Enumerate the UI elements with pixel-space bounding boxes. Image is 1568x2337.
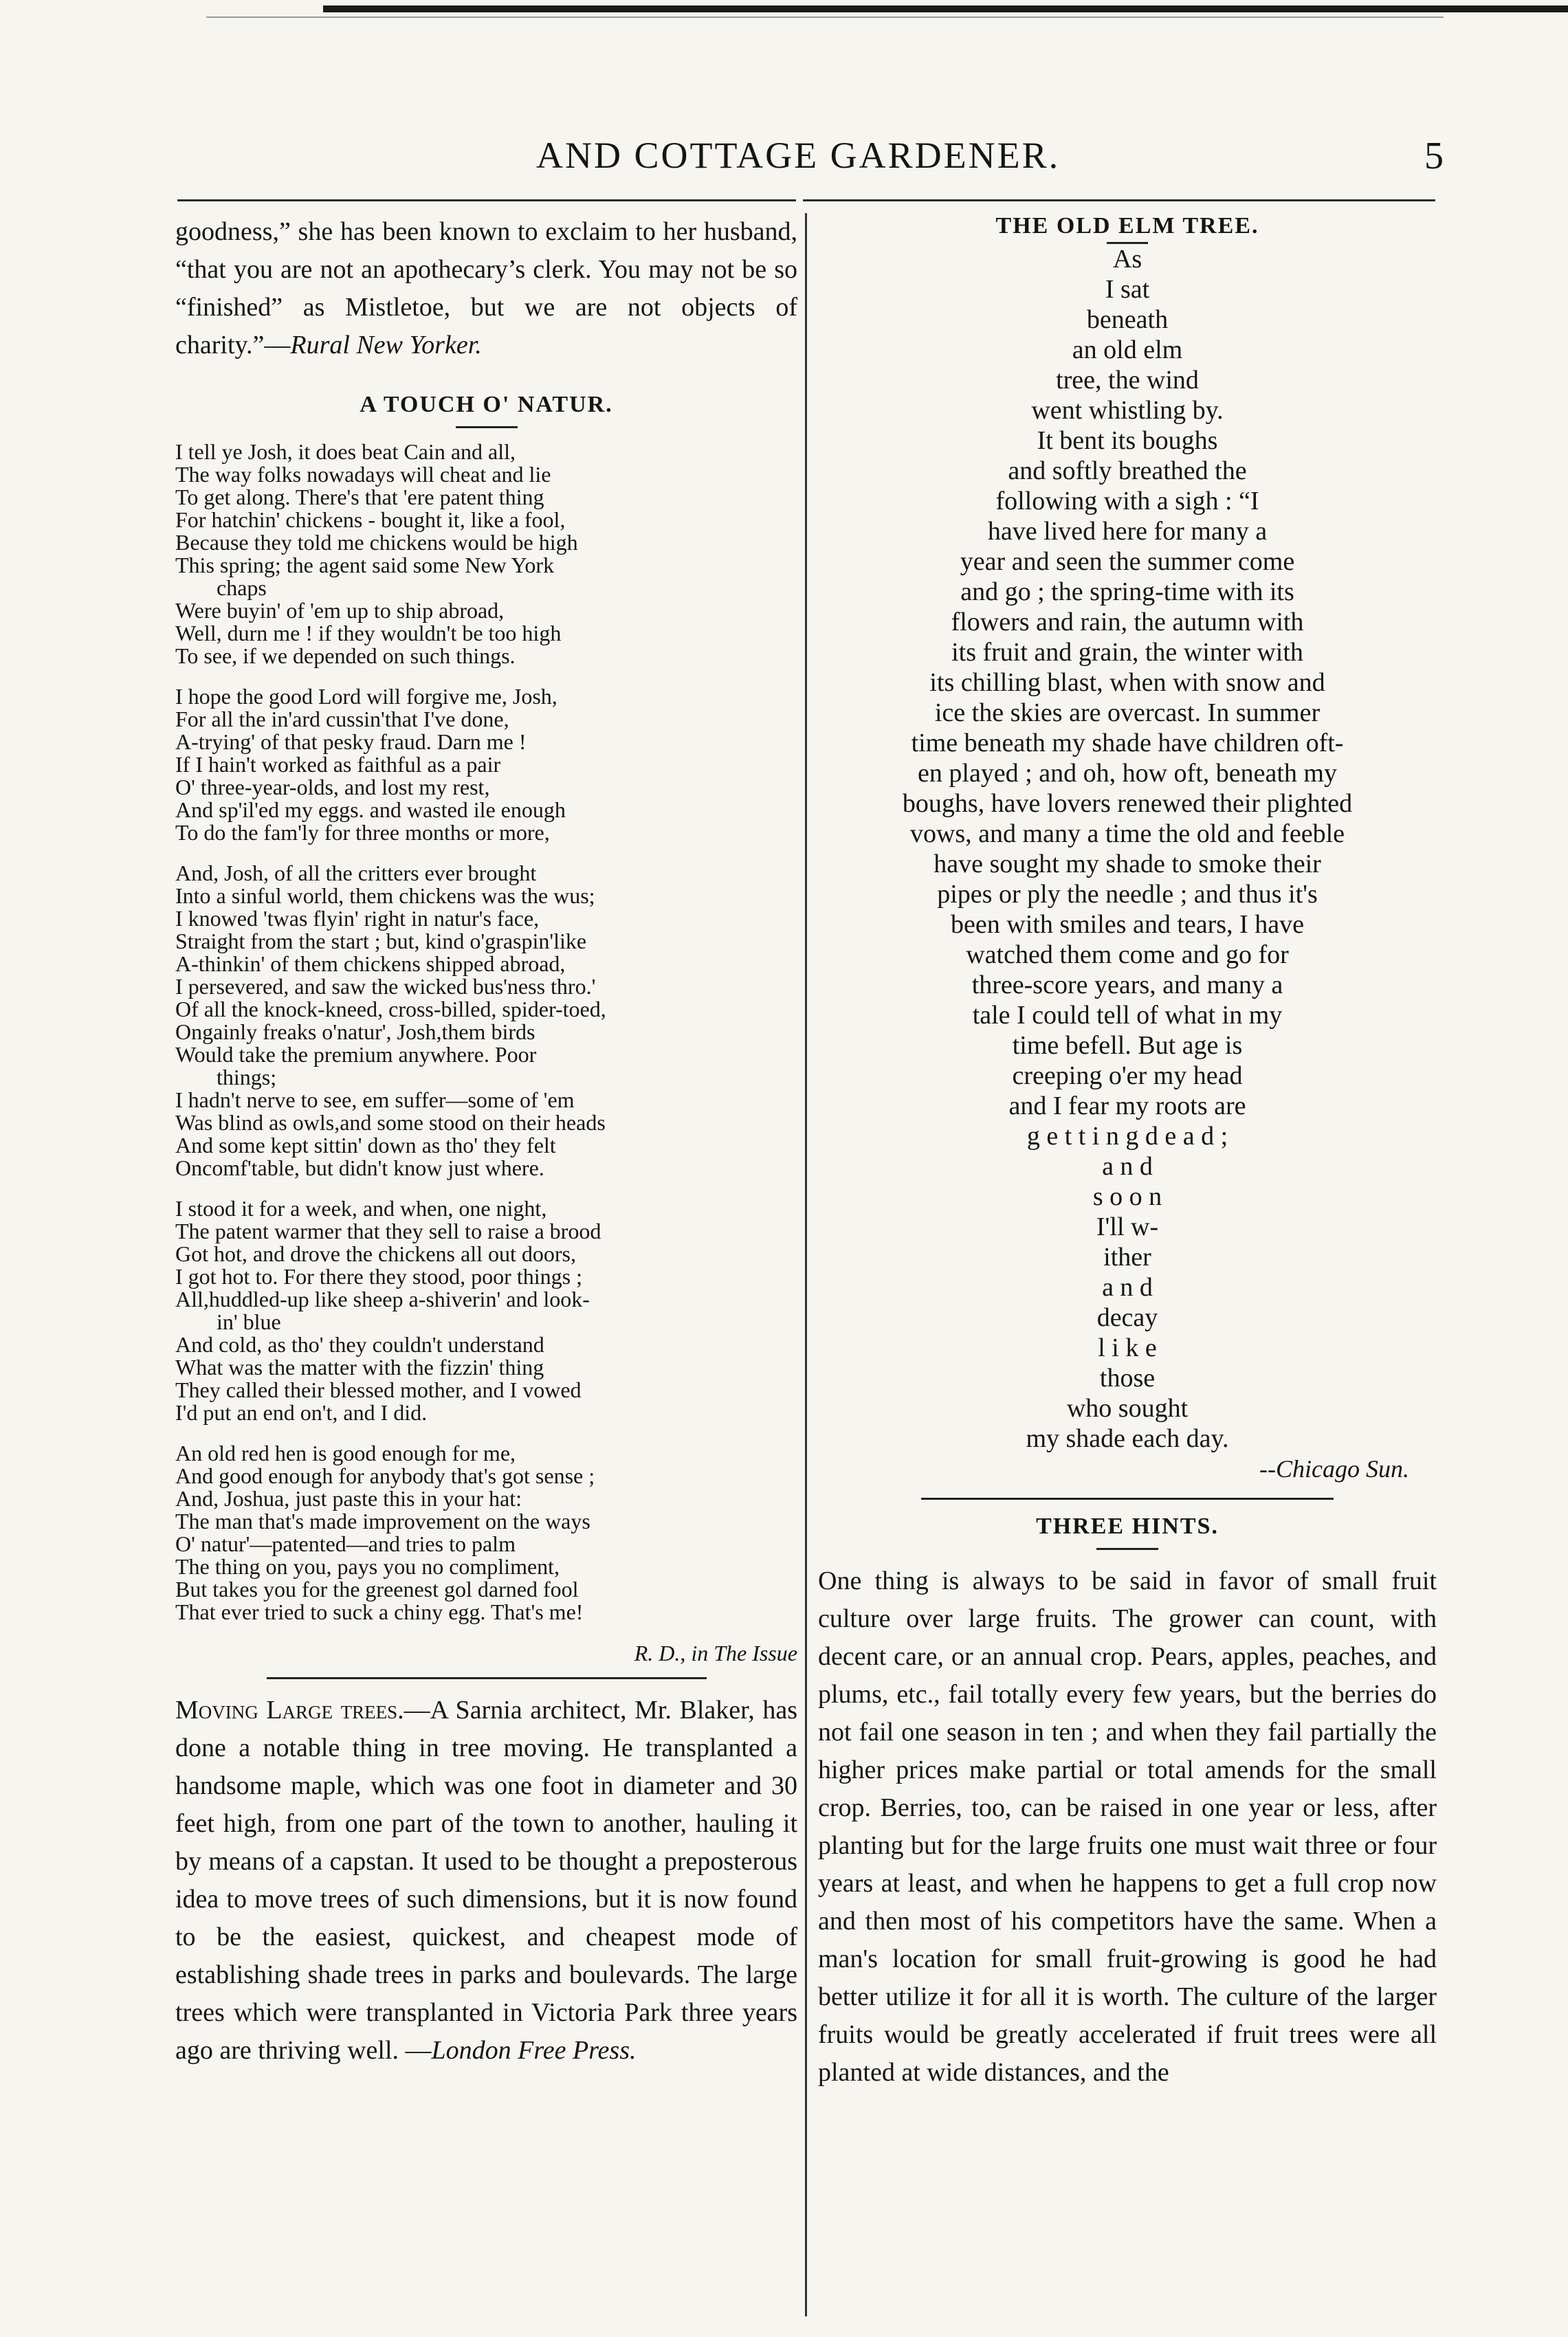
poem-line: But takes you for the greenest gol darned fool bbox=[175, 1577, 579, 1602]
poem-line: I knowed 'twas flyin' right in natur's face, bbox=[175, 906, 540, 931]
poem-line: A-trying' of that pesky fraud. Darn me ! bbox=[175, 729, 527, 754]
poem-line: Well, durn me ! if they wouldn't be too high bbox=[175, 621, 562, 645]
elm-line: went whistling by. bbox=[1031, 396, 1224, 425]
hints-title-rule bbox=[1096, 1548, 1158, 1550]
poem-line: I hadn't nerve to see, em suffer—some of 'em bbox=[175, 1087, 575, 1112]
elm-line: en played ; and oh, how oft, beneath my bbox=[918, 759, 1337, 788]
elm-line: and softly breathed the bbox=[1008, 456, 1247, 485]
poem-stanza bbox=[175, 441, 797, 667]
elm-line: ither bbox=[1103, 1243, 1151, 1272]
elm-line: decay bbox=[1096, 1303, 1158, 1332]
elm-line: It bent its boughs bbox=[1037, 426, 1218, 455]
continued-article bbox=[175, 213, 797, 364]
elm-line: g e t t i n g d e a d ; bbox=[1026, 1122, 1228, 1151]
poem-line: To do the fam'ly for three months or more, bbox=[175, 820, 550, 845]
poem-line: I persevered, and saw the wicked bus'ness thro.' bbox=[175, 974, 596, 999]
running-title: AND COTTAGE GARDENER. bbox=[536, 135, 1061, 176]
poem-title: A TOUCH O' NATUR. bbox=[360, 392, 613, 417]
poem-line: Of all the knock-kneed, cross-billed, spider-toed, bbox=[175, 997, 606, 1021]
poem-stanza bbox=[175, 1442, 797, 1624]
elm-line: following with a sigh : “I bbox=[995, 487, 1259, 516]
elm-line: creeping o'er my head bbox=[1012, 1061, 1243, 1090]
poem-line: And sp'il'ed my eggs. and wasted ile enough bbox=[175, 797, 566, 822]
poem-line: All,huddled-up like sheep a-shiverin' and look- bbox=[175, 1287, 590, 1311]
poem-line: For hatchin' chickens - bought it, like a fool, bbox=[175, 507, 566, 532]
header-rule-left bbox=[177, 199, 796, 201]
poem-line: What was the matter with the fizzin' thing bbox=[175, 1355, 544, 1380]
elm-line: beneath bbox=[1086, 305, 1169, 334]
elm-line: As bbox=[1112, 245, 1142, 274]
elm-line: pipes or ply the needle ; and thus it's bbox=[937, 880, 1318, 909]
hints-title: THREE HINTS. bbox=[1036, 1514, 1219, 1539]
poem-line: in' blue bbox=[217, 1309, 281, 1334]
elm-line: flowers and rain, the autumn with bbox=[951, 608, 1304, 636]
elm-line: l i k e bbox=[1098, 1333, 1157, 1362]
poem-line: Was blind as owls,and some stood on their heads bbox=[175, 1110, 606, 1135]
poem-source: R. D., in The Issue bbox=[634, 1641, 797, 1665]
poem-line: A-thinkin' of them chickens shipped abroad, bbox=[175, 951, 566, 976]
moving-trees-lead: Moving Large trees. bbox=[175, 1696, 404, 1725]
poem-line: I got hot to. For there they stood, poor things ; bbox=[175, 1264, 582, 1289]
poem-line: Oncomf'table, but didn't know just where. bbox=[175, 1155, 544, 1180]
poem-line: things; bbox=[217, 1065, 277, 1089]
poem-line: I stood it for a week, and when, one night, bbox=[175, 1196, 547, 1221]
poem-line: Got hot, and drove the chickens all out doors, bbox=[175, 1241, 576, 1266]
poem-line: O' natur'—patented—and tries to palm bbox=[175, 1531, 516, 1556]
elm-line: boughs, have lovers renewed their plighted bbox=[902, 789, 1353, 818]
poem-line: Would take the premium anywhere. Poor bbox=[175, 1042, 537, 1067]
elm-line: watched them come and go for bbox=[966, 940, 1289, 969]
elm-line: a n d bbox=[1102, 1273, 1153, 1302]
elm-title: THE OLD ELM TREE. bbox=[995, 213, 1259, 239]
left-column bbox=[175, 213, 797, 2070]
poem-line: I tell ye Josh, it does beat Cain and all, bbox=[175, 439, 516, 464]
poem-line: chaps bbox=[217, 575, 267, 600]
poem-line: They called their blessed mother, and I vowed bbox=[175, 1377, 582, 1402]
right-column bbox=[818, 213, 1437, 2092]
poem-line: I'd put an end on't, and I did. bbox=[175, 1400, 428, 1425]
poem-line: And some kept sittin' down as tho' they felt bbox=[175, 1133, 556, 1158]
poem-line: That ever tried to suck a chiny egg. That's me! bbox=[175, 1599, 584, 1624]
elm-line: tree, the wind bbox=[1056, 366, 1199, 395]
elm-line: its chilling blast, when with snow and bbox=[929, 668, 1325, 697]
top-border-rule bbox=[323, 5, 1568, 12]
poem-line: An old red hen is good enough for me, bbox=[175, 1441, 516, 1465]
continued-article-text: goodness,” she has been known to exclaim to her husband, “that you are not an apothecary’s clerk. You may not be so “finished” as Mistletoe, but we are not objects of charity.”— bbox=[175, 217, 797, 359]
poem-line: Into a sinful world, them chickens was the wus; bbox=[175, 883, 595, 908]
elm-line: ice the skies are overcast. In summer bbox=[934, 698, 1321, 727]
elm-line: an old elm bbox=[1072, 335, 1183, 364]
poem-line: The man that's made improvement on the ways bbox=[175, 1509, 590, 1533]
poem-line: And cold, as tho' they couldn't understand bbox=[175, 1332, 544, 1357]
column-divider bbox=[805, 213, 807, 2316]
elm-line: a n d bbox=[1102, 1152, 1153, 1181]
section-divider-right bbox=[921, 1498, 1334, 1500]
poem-line: The way folks nowadays will cheat and lie bbox=[175, 462, 551, 487]
poem-line: Straight from the start ; but, kind o'graspin'like bbox=[175, 929, 587, 953]
hints-text: One thing is always to be said in favor of small fruit culture over large fruits. The grower can count, with decent care, or an annual crop. Pears, apples, peaches, and plums, etc., fail totally every few years, but the berries do not fail one season in ten ; and when they fail partially the higher prices make partial or total amends for the small crop. Berries, too, can be raised in one year or less, after planting but for the large fruits one must wait three or four years at least, and when he happens to get a full crop now and then most of his competitors have the same. When a man's location for small fruit-growing is good he had better utilize it for all it is worth. The culture of the larger fruits would be greatly accelerated if fruit trees were all planted at wide distances, and the bbox=[818, 1566, 1437, 2087]
elm-line: my shade each day. bbox=[1026, 1424, 1229, 1453]
poem-line: The patent warmer that they sell to raise a brood bbox=[175, 1219, 601, 1243]
poem-line: The thing on you, pays you no compliment, bbox=[175, 1554, 560, 1579]
poem-line: Were buyin' of 'em up to ship abroad, bbox=[175, 598, 505, 623]
elm-line: those bbox=[1099, 1364, 1156, 1393]
elm-line: been with smiles and tears, I have bbox=[951, 910, 1304, 939]
elm-line: I'll w- bbox=[1096, 1212, 1159, 1241]
elm-line: tale I could tell of what in my bbox=[972, 1001, 1283, 1030]
moving-trees-source: London Free Press. bbox=[431, 2036, 637, 2065]
poem-line: Ongainly freaks o'natur', Josh,them birds bbox=[175, 1019, 535, 1044]
poem-stanza bbox=[175, 862, 797, 1179]
top-border-thin-rule bbox=[206, 16, 1444, 18]
moving-trees-text: —A Sarnia architect, Mr. Blaker, has done a notable thing in tree moving. He transplanted a handsome maple, which was one foot in diameter and 30 feet high, from one part of the town to another, hauling it by means of a capstan. It used to be thought a preposterous idea to move trees of such dimensions, but it is now found to be the easiest, quickest, and cheapest mode of establishing shade trees in parks and boulevards. The large trees which were transplanted in Victoria Park three years ago are thriving well. — bbox=[175, 1696, 797, 2065]
poem-line: O' three-year-olds, and lost my rest, bbox=[175, 775, 490, 799]
elm-line: and I fear my roots are bbox=[1008, 1092, 1246, 1120]
continued-article-source: Rural New Yorker. bbox=[290, 331, 482, 359]
elm-line: vows, and many a time the old and feeble bbox=[909, 819, 1345, 848]
poem-line: And, Josh, of all the critters ever brought bbox=[175, 861, 537, 885]
page-number: 5 bbox=[1424, 135, 1444, 177]
elm-line: time beneath my shade have children oft- bbox=[911, 729, 1344, 757]
elm-tree-shaped-text bbox=[818, 244, 1437, 1454]
header-rule-right bbox=[803, 199, 1435, 201]
elm-line: three-score years, and many a bbox=[971, 971, 1283, 999]
poem-line: Because they told me chickens would be high bbox=[175, 530, 578, 555]
poem-line: To get along. There's that 'ere patent thing bbox=[175, 485, 544, 509]
poem-line: To see, if we depended on such things. bbox=[175, 643, 516, 668]
elm-line: year and seen the summer come bbox=[960, 547, 1295, 576]
poem-line: I hope the good Lord will forgive me, Josh, bbox=[175, 684, 557, 709]
elm-line: who sought bbox=[1066, 1394, 1189, 1423]
poem-line: If I hain't worked as faithful as a pair bbox=[175, 752, 501, 777]
elm-line: I sat bbox=[1105, 275, 1150, 304]
poem-stanza bbox=[175, 1197, 797, 1424]
elm-line: s o o n bbox=[1092, 1182, 1162, 1211]
poem-line: And, Joshua, just paste this in your hat: bbox=[175, 1486, 522, 1511]
elm-line: have sought my shade to smoke their bbox=[934, 850, 1321, 878]
elm-source: --Chicago Sun. bbox=[1259, 1455, 1409, 1483]
poem-title-rule bbox=[456, 426, 518, 428]
page-header bbox=[172, 134, 1444, 196]
elm-line: time befell. But age is bbox=[1012, 1031, 1243, 1060]
poem-line: For all the in'ard cussin'that I've done, bbox=[175, 707, 509, 731]
poem-line: This spring; the agent said some New York bbox=[175, 553, 555, 577]
section-divider bbox=[267, 1677, 707, 1679]
elm-line: its fruit and grain, the winter with bbox=[951, 638, 1303, 667]
elm-line: and go ; the spring-time with its bbox=[960, 577, 1294, 606]
poem-line: And good enough for anybody that's got sense ; bbox=[175, 1463, 595, 1488]
poem-stanza bbox=[175, 685, 797, 844]
elm-line: have lived here for many a bbox=[987, 517, 1268, 546]
moving-trees-article bbox=[175, 1692, 797, 2070]
poem-body bbox=[175, 441, 797, 1624]
